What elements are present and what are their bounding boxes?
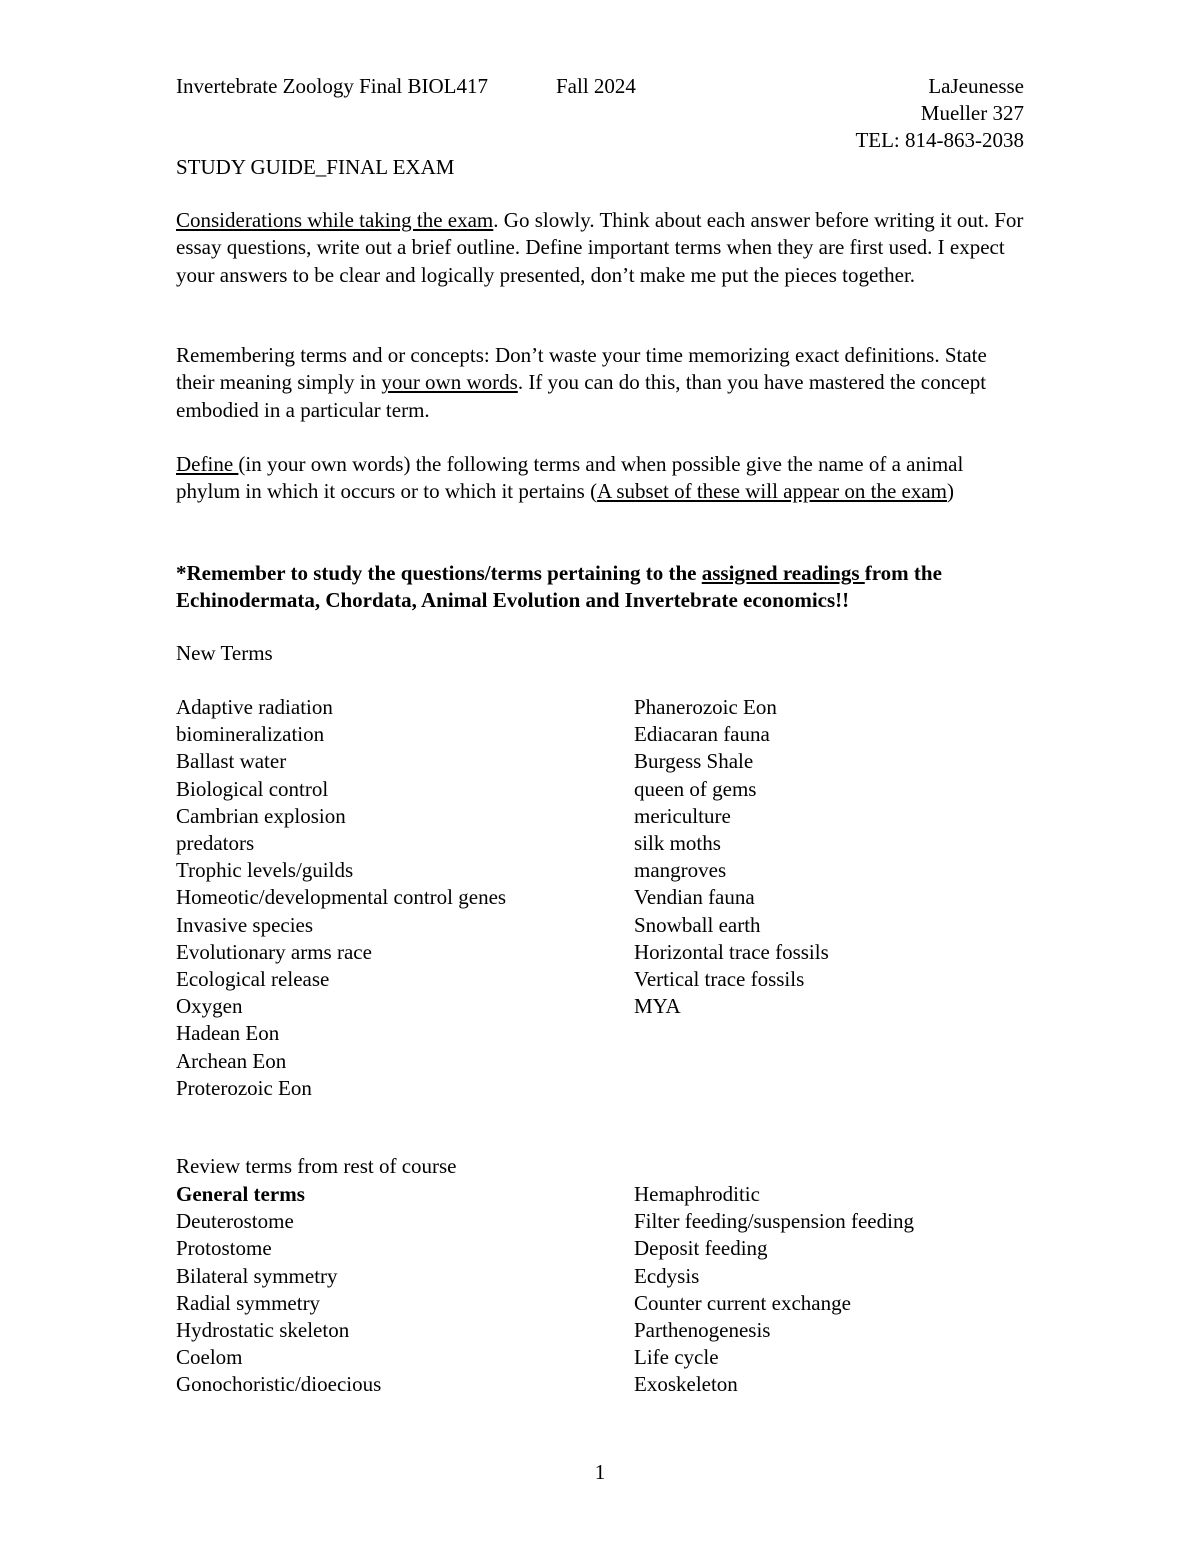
considerations-heading: Considerations while taking the exam xyxy=(176,208,494,232)
list-item: Evolutionary arms race xyxy=(176,939,372,964)
list-item: Snowball earth xyxy=(634,912,761,937)
list-item: Vendian fauna xyxy=(634,885,755,910)
list-item: queen of gems xyxy=(634,776,757,801)
list-item: Archean Eon xyxy=(176,1048,287,1073)
reminder-text-before: *Remember to study the questions/terms pertaining to the xyxy=(176,561,702,585)
list-item: Phanerozoic Eon xyxy=(634,695,777,719)
list-item: Burgess Shale xyxy=(634,749,754,774)
list-item: Protostome xyxy=(176,1236,272,1261)
list-item: predators xyxy=(176,831,255,856)
list-item: Coelom xyxy=(176,1345,243,1370)
list-item: Homeotic/developmental control genes xyxy=(176,885,507,910)
list-item: Ediacaran fauna xyxy=(634,722,770,747)
list-item: mangroves xyxy=(634,858,727,883)
list-item: Radial symmetry xyxy=(176,1290,321,1315)
define-paragraph xyxy=(176,451,1026,506)
list-item: Ecdysis xyxy=(634,1263,700,1288)
review-terms-right-column xyxy=(634,1181,914,1399)
list-item: biomineralization xyxy=(176,722,325,747)
reminder-text-after: from the Echinodermata, Chordata, Animal Evolution and Invertebrate economics!! xyxy=(176,561,942,613)
list-item: Bilateral symmetry xyxy=(176,1263,338,1288)
list-item: Adaptive radiation xyxy=(176,695,333,719)
list-item: Proterozoic Eon xyxy=(176,1075,312,1100)
page-title: STUDY GUIDE_FINAL EXAM xyxy=(176,155,455,179)
define-text: (in your own words) the following terms and when possible give the name of a animal phylum in which it occurs or to which it pertains ( xyxy=(176,452,964,504)
considerations-text: . Go slowly. Think about each answer before writing it out. For essay questions, write out a brief outline. Define important terms when they are first used. I expect your answers to be clear and logically presented, don’t make me put the pieces together. xyxy=(176,208,1024,287)
considerations-paragraph xyxy=(176,207,1026,289)
remembering-text-after: . If you can do this, than you have mastered the concept embodied in a particular term. xyxy=(176,370,987,422)
page-number: 1 xyxy=(594,1460,606,1484)
reading-reminder xyxy=(176,560,1026,615)
list-item: Invasive species xyxy=(176,912,314,937)
list-item: Ballast water xyxy=(176,749,287,774)
remembering-paragraph xyxy=(176,342,1026,424)
list-item: Gonochoristic/dioecious xyxy=(176,1372,382,1397)
list-item: silk moths xyxy=(634,831,721,856)
define-word: Define xyxy=(176,452,239,476)
list-item: Counter current exchange xyxy=(634,1290,851,1315)
own-words-emphasis: your own words xyxy=(381,370,518,395)
list-item: Filter feeding/suspension feeding xyxy=(634,1209,914,1234)
review-terms-left-column xyxy=(176,1181,381,1399)
new-terms-heading: New Terms xyxy=(176,641,273,665)
subset-note: A subset of these will appear on the exam xyxy=(597,479,947,504)
term-label: Fall 2024 xyxy=(556,74,636,98)
instructor-name: LaJeunesse xyxy=(928,74,1024,98)
course-title: Invertebrate Zoology Final BIOL417 xyxy=(176,74,489,98)
list-item: mericulture xyxy=(634,803,731,828)
list-item: Ecological release xyxy=(176,967,330,992)
list-item: Biological control xyxy=(176,776,329,801)
general-terms-heading: General terms xyxy=(176,1182,305,1206)
list-item: Cambrian explosion xyxy=(176,803,346,828)
new-terms-left-column xyxy=(176,694,506,1102)
list-item: Oxygen xyxy=(176,994,243,1019)
list-item: Deposit feeding xyxy=(634,1236,768,1261)
define-close: ) xyxy=(947,479,954,504)
new-terms-right-column xyxy=(634,694,829,1020)
office-location: Mueller 327 xyxy=(920,101,1024,125)
list-item: Horizontal trace fossils xyxy=(634,939,829,964)
phone-number: TEL: 814-863-2038 xyxy=(855,128,1024,152)
list-item: Trophic levels/guilds xyxy=(176,858,354,883)
list-item: Hydrostatic skeleton xyxy=(176,1318,350,1343)
remembering-text-before: Remembering terms and or concepts: Don’t waste your time memorizing exact definitions. State their meaning simply in xyxy=(176,343,987,395)
list-item: Parthenogenesis xyxy=(634,1318,771,1343)
review-terms-heading: Review terms from rest of course xyxy=(176,1154,457,1178)
list-item: Life cycle xyxy=(634,1345,719,1370)
list-item: MYA xyxy=(634,994,681,1019)
list-item: Deuterostome xyxy=(176,1209,294,1234)
list-item: Vertical trace fossils xyxy=(634,967,805,992)
assigned-readings-emphasis: assigned readings xyxy=(701,561,865,585)
list-item: Hadean Eon xyxy=(176,1021,280,1046)
list-item: Hemaphroditic xyxy=(634,1182,760,1206)
list-item: Exoskeleton xyxy=(634,1372,738,1397)
